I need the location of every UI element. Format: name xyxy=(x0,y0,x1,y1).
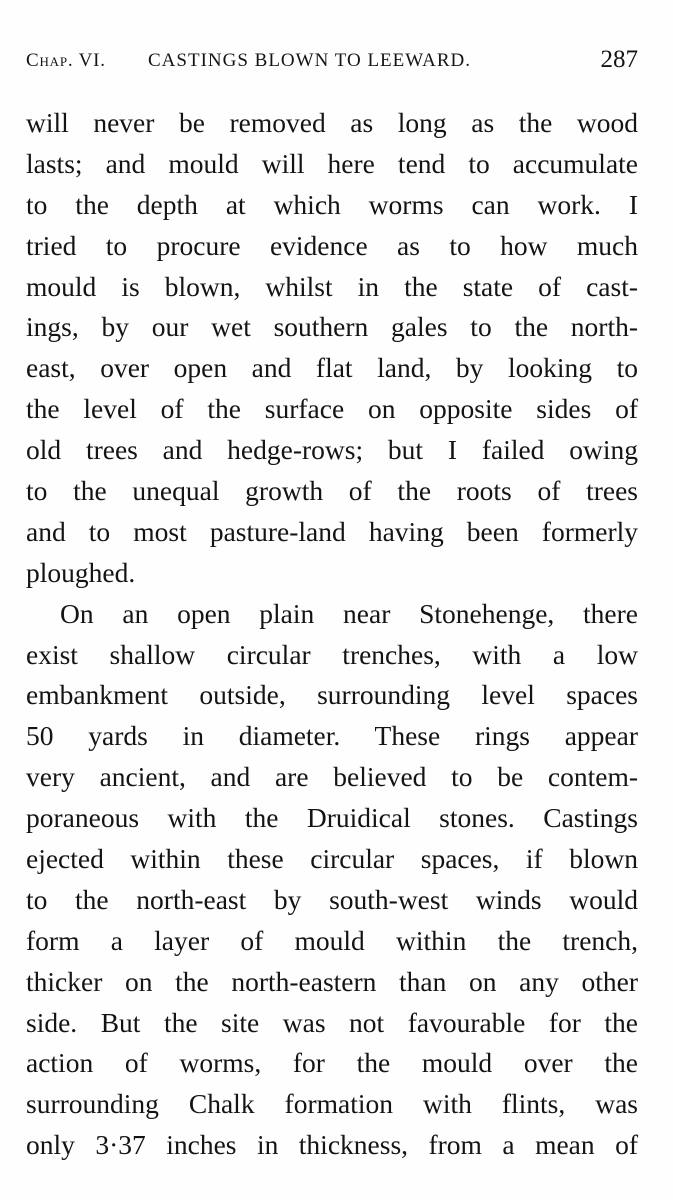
text-line: ejected within these circular spaces, if blown xyxy=(26,843,638,875)
chapter-label: Chap. VI. xyxy=(26,50,106,71)
text-line: ings, by our wet southern gales to the north- xyxy=(26,311,638,343)
text-line: thicker on the north-eastern than on any other xyxy=(26,965,638,997)
text-line: mould is blown, whilst in the state of cast- xyxy=(26,270,638,302)
text-line: side. But the site was not favourable for the xyxy=(26,1006,638,1038)
text-line: form a layer of mould within the trench, xyxy=(26,924,638,956)
paragraph-1 xyxy=(26,103,638,594)
text-line: ploughed. xyxy=(26,556,136,588)
text-line: lasts; and mould will here tend to accumulate xyxy=(26,147,638,179)
text-line: surrounding Chalk formation with flints, was xyxy=(26,1088,638,1120)
running-title: CASTINGS BLOWN TO LEEWARD. xyxy=(148,50,471,71)
text-line: very ancient, and are believed to be contem- xyxy=(26,761,638,793)
text-line: 50 yards in diameter. These rings appear xyxy=(26,720,638,752)
text-line: On an open plain near Stonehenge, there xyxy=(60,597,638,629)
text-line: will never be removed as long as the wood xyxy=(26,107,638,138)
text-line: poraneous with the Druidical stones. Castings xyxy=(26,802,638,834)
text-line: action of worms, for the mould over the xyxy=(26,1047,638,1079)
paragraph-2 xyxy=(26,594,638,1166)
text-line: to the unequal growth of the roots of trees xyxy=(26,475,638,507)
text-line: to the depth at which worms can work. I xyxy=(26,188,638,220)
text-line: the level of the surface on opposite sides of xyxy=(26,393,638,425)
running-head xyxy=(26,46,638,76)
text-line: tried to procure evidence as to how much xyxy=(26,229,638,261)
text-line: only 3·37 inches in thickness, from a mean of xyxy=(26,1129,638,1161)
page-number: 287 xyxy=(600,46,638,73)
text-line: exist shallow circular trenches, with a low xyxy=(26,638,638,670)
text-line: east, over open and flat land, by looking to xyxy=(26,352,638,384)
text-line: embankment outside, surrounding level spaces xyxy=(26,679,638,711)
text-line: to the north-east by south-west winds would xyxy=(26,883,638,915)
text-line: old trees and hedge-rows; but I failed owing xyxy=(26,434,638,466)
text-line: and to most pasture-land having been formerly xyxy=(26,515,638,547)
body-text xyxy=(26,103,638,1166)
